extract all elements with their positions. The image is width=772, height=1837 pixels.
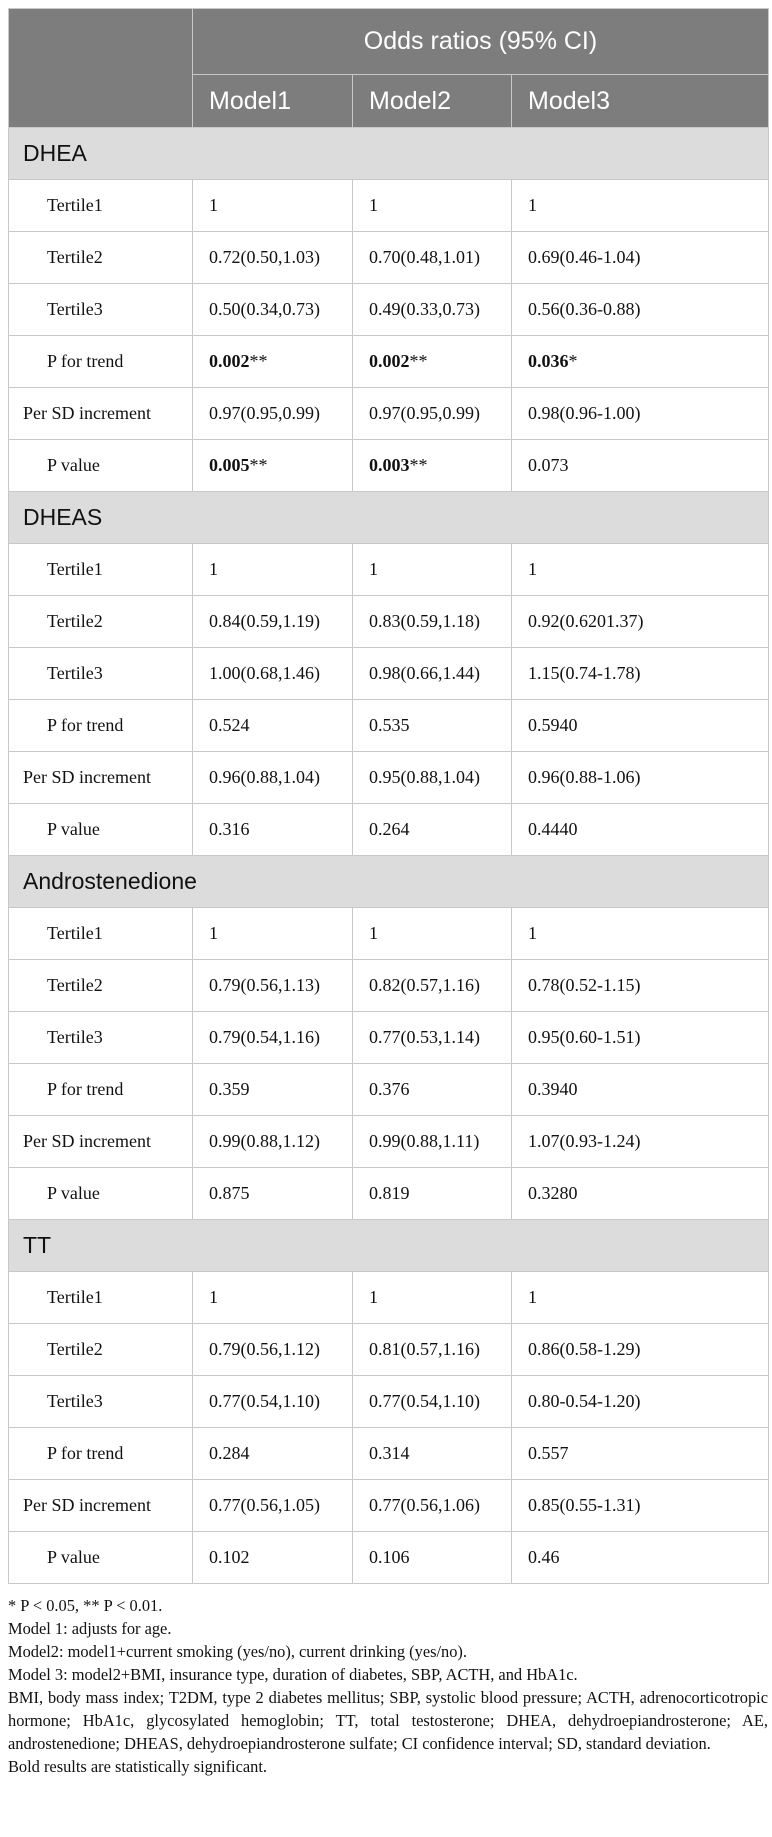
row-label: P for trend: [9, 336, 193, 388]
group-row: [9, 128, 769, 180]
cell-value: 0.99(0.88,1.12): [209, 1131, 320, 1151]
table-row: [9, 596, 769, 648]
cell-value: 0.77(0.53,1.14): [369, 1027, 480, 1047]
table-cell: [353, 180, 512, 232]
cell-value: 0.314: [369, 1443, 410, 1463]
cell-value: 0.77(0.54,1.10): [209, 1391, 320, 1411]
cell-value: 0.96(0.88,1.04): [209, 767, 320, 787]
cell-value: 1: [369, 559, 378, 579]
table-cell: [353, 1480, 512, 1532]
table-cell: [353, 596, 512, 648]
table-row: [9, 232, 769, 284]
row-label: Tertile2: [9, 232, 193, 284]
cell-value: 0.78(0.52-1.15): [528, 975, 641, 995]
table-cell: [353, 284, 512, 336]
cell-value: 1: [369, 923, 378, 943]
cell-value: 0.557: [528, 1443, 569, 1463]
cell-value: 0.376: [369, 1079, 410, 1099]
row-label: Tertile2: [9, 1324, 193, 1376]
table-cell: [193, 180, 353, 232]
significance-marker: **: [409, 351, 428, 371]
header-model1: Model1: [193, 75, 353, 128]
cell-value: 0.95(0.60-1.51): [528, 1027, 641, 1047]
table-cell: [193, 1532, 353, 1584]
cell-value: 0.84(0.59,1.19): [209, 611, 320, 631]
cell-value: 0.106: [369, 1547, 410, 1567]
row-label: Tertile2: [9, 960, 193, 1012]
table-cell: [512, 596, 769, 648]
cell-value: 0.77(0.56,1.05): [209, 1495, 320, 1515]
significant-value: 0.036: [528, 351, 569, 371]
table-cell: [193, 440, 353, 492]
table-cell: [193, 1272, 353, 1324]
group-label: TT: [9, 1220, 769, 1272]
table-cell: [512, 960, 769, 1012]
row-label: P for trend: [9, 700, 193, 752]
cell-value: 0.80-0.54-1.20): [528, 1391, 641, 1411]
cell-value: 0.97(0.95,0.99): [369, 403, 480, 423]
table-row: [9, 804, 769, 856]
table-row: [9, 752, 769, 804]
table-cell: [353, 1116, 512, 1168]
significance-marker: **: [409, 455, 428, 475]
row-label: Tertile3: [9, 648, 193, 700]
cell-value: 0.49(0.33,0.73): [369, 299, 480, 319]
cell-value: 0.50(0.34,0.73): [209, 299, 320, 319]
cell-value: 0.4440: [528, 819, 578, 839]
row-label: Tertile2: [9, 596, 193, 648]
row-label: Tertile1: [9, 1272, 193, 1324]
table-cell: [193, 1064, 353, 1116]
table-row: [9, 440, 769, 492]
table-cell: [353, 700, 512, 752]
cell-value: 0.875: [209, 1183, 250, 1203]
table-row: [9, 1064, 769, 1116]
table-row: [9, 700, 769, 752]
table-cell: [512, 544, 769, 596]
table-cell: [193, 284, 353, 336]
table-cell: [193, 1324, 353, 1376]
header-model3: Model3: [512, 75, 769, 128]
cell-value: 0.92(0.6201.37): [528, 611, 644, 631]
cell-value: 1: [369, 195, 378, 215]
table-cell: [353, 908, 512, 960]
table-cell: [193, 908, 353, 960]
cell-value: 1: [528, 1287, 537, 1307]
table-cell: [353, 232, 512, 284]
group-row: [9, 1220, 769, 1272]
table-cell: [512, 1116, 769, 1168]
table-cell: [193, 804, 353, 856]
significant-value: 0.005: [209, 455, 250, 475]
row-label: Per SD increment: [9, 1480, 193, 1532]
significant-value: 0.003: [369, 455, 410, 475]
row-label: P value: [9, 440, 193, 492]
table-cell: [193, 960, 353, 1012]
cell-value: 0.99(0.88,1.11): [369, 1131, 480, 1151]
cell-value: 0.46: [528, 1547, 560, 1567]
cell-value: 0.5940: [528, 715, 578, 735]
table-cell: [512, 336, 769, 388]
table-cell: [512, 804, 769, 856]
table-cell: [512, 1012, 769, 1064]
table-cell: [193, 1168, 353, 1220]
cell-value: 0.97(0.95,0.99): [209, 403, 320, 423]
row-label: P value: [9, 1532, 193, 1584]
table-row: [9, 1168, 769, 1220]
table-cell: [193, 1116, 353, 1168]
table-cell: [512, 1168, 769, 1220]
cell-value: 0.535: [369, 715, 410, 735]
table-cell: [193, 1376, 353, 1428]
cell-value: 0.69(0.46-1.04): [528, 247, 641, 267]
row-label: Tertile1: [9, 908, 193, 960]
table-cell: [512, 1532, 769, 1584]
table-cell: [512, 388, 769, 440]
table-cell: [353, 1428, 512, 1480]
group-row: [9, 492, 769, 544]
cell-value: 0.79(0.54,1.16): [209, 1027, 320, 1047]
table-cell: [193, 1480, 353, 1532]
footnote-line: * P < 0.05, ** P < 0.01.: [8, 1596, 163, 1615]
table-row: [9, 336, 769, 388]
table-body: [9, 128, 769, 1584]
table-cell: [512, 1064, 769, 1116]
cell-value: 1: [209, 559, 218, 579]
table-row: [9, 1428, 769, 1480]
group-label: DHEA: [9, 128, 769, 180]
cell-value: 0.98(0.66,1.44): [369, 663, 480, 683]
row-label: Tertile1: [9, 544, 193, 596]
table-cell: [193, 388, 353, 440]
cell-value: 0.3280: [528, 1183, 578, 1203]
table-row: [9, 1272, 769, 1324]
table-row: [9, 180, 769, 232]
cell-value: 1: [209, 1287, 218, 1307]
table-cell: [353, 1532, 512, 1584]
row-label: Tertile3: [9, 1376, 193, 1428]
group-row: [9, 856, 769, 908]
table-cell: [512, 1272, 769, 1324]
cell-value: 0.3940: [528, 1079, 578, 1099]
table-cell: [512, 752, 769, 804]
cell-value: 0.264: [369, 819, 410, 839]
table-cell: [193, 596, 353, 648]
row-label: P value: [9, 1168, 193, 1220]
cell-value: 0.95(0.88,1.04): [369, 767, 480, 787]
table-cell: [193, 336, 353, 388]
table-row: [9, 284, 769, 336]
cell-value: 0.81(0.57,1.16): [369, 1339, 480, 1359]
table-cell: [193, 544, 353, 596]
table-cell: [512, 1428, 769, 1480]
table-cell: [353, 1272, 512, 1324]
row-label: Per SD increment: [9, 1116, 193, 1168]
table-cell: [353, 440, 512, 492]
table-cell: [512, 648, 769, 700]
footnote-line: Model 3: model2+BMI, insurance type, duration of diabetes, SBP, ACTH, and HbA1c.: [8, 1665, 578, 1684]
table-cell: [353, 752, 512, 804]
cell-value: 1.15(0.74-1.78): [528, 663, 641, 683]
significant-value: 0.002: [369, 351, 410, 371]
table-cell: [193, 1428, 353, 1480]
row-label: Tertile3: [9, 1012, 193, 1064]
table-cell: [353, 1012, 512, 1064]
cell-value: 0.96(0.88-1.06): [528, 767, 641, 787]
cell-value: 1.00(0.68,1.46): [209, 663, 320, 683]
cell-value: 0.72(0.50,1.03): [209, 247, 320, 267]
table-row: [9, 1480, 769, 1532]
significant-value: 0.002: [209, 351, 250, 371]
cell-value: 1: [528, 923, 537, 943]
row-label: Per SD increment: [9, 752, 193, 804]
table-row: [9, 1324, 769, 1376]
cell-value: 0.79(0.56,1.13): [209, 975, 320, 995]
table-row: [9, 388, 769, 440]
table-cell: [353, 960, 512, 1012]
cell-value: 0.86(0.58-1.29): [528, 1339, 641, 1359]
header-super-title: Odds ratios (95% CI): [193, 9, 769, 75]
row-label: Tertile1: [9, 180, 193, 232]
cell-value: 0.77(0.56,1.06): [369, 1495, 480, 1515]
significance-marker: **: [249, 351, 268, 371]
table-cell: [353, 1064, 512, 1116]
cell-value: 1.07(0.93-1.24): [528, 1131, 641, 1151]
cell-value: 0.359: [209, 1079, 250, 1099]
table-row: [9, 908, 769, 960]
table-cell: [353, 1324, 512, 1376]
table-footnotes: [8, 1594, 768, 1778]
table-cell: [193, 700, 353, 752]
table-cell: [353, 648, 512, 700]
footnote-line: Model 1: adjusts for age.: [8, 1619, 172, 1638]
table-cell: [353, 804, 512, 856]
row-label: Per SD increment: [9, 388, 193, 440]
table-cell: [193, 1012, 353, 1064]
cell-value: 0.85(0.55-1.31): [528, 1495, 641, 1515]
table-cell: [512, 1376, 769, 1428]
table-cell: [512, 284, 769, 336]
header-row-top: [9, 9, 769, 75]
cell-value: 0.316: [209, 819, 250, 839]
table-row: [9, 648, 769, 700]
table-cell: [512, 1324, 769, 1376]
cell-value: 1: [528, 195, 537, 215]
cell-value: 0.98(0.96-1.00): [528, 403, 641, 423]
cell-value: 0.102: [209, 1547, 250, 1567]
table-cell: [512, 1480, 769, 1532]
cell-value: 0.284: [209, 1443, 250, 1463]
table-cell: [512, 440, 769, 492]
table-cell: [512, 180, 769, 232]
table-cell: [353, 336, 512, 388]
table-cell: [193, 752, 353, 804]
cell-value: 0.70(0.48,1.01): [369, 247, 480, 267]
cell-value: 1: [209, 195, 218, 215]
table-row: [9, 1116, 769, 1168]
table-row: [9, 1376, 769, 1428]
table-cell: [512, 232, 769, 284]
table-row: [9, 544, 769, 596]
cell-value: 1: [528, 559, 537, 579]
table-figure: [8, 8, 768, 1778]
cell-value: 0.79(0.56,1.12): [209, 1339, 320, 1359]
table-row: [9, 1532, 769, 1584]
cell-value: 0.073: [528, 455, 569, 475]
cell-value: 0.82(0.57,1.16): [369, 975, 480, 995]
table-cell: [353, 388, 512, 440]
table-cell: [193, 232, 353, 284]
table-row: [9, 960, 769, 1012]
table-cell: [353, 1376, 512, 1428]
odds-ratio-table: [8, 8, 769, 1584]
significance-marker: **: [249, 455, 268, 475]
cell-value: 0.524: [209, 715, 250, 735]
row-label: P for trend: [9, 1428, 193, 1480]
table-cell: [512, 700, 769, 752]
footnote-line: Model2: model1+current smoking (yes/no), current drinking (yes/no).: [8, 1642, 467, 1661]
cell-value: 0.56(0.36-0.88): [528, 299, 641, 319]
row-label: P for trend: [9, 1064, 193, 1116]
cell-value: 0.77(0.54,1.10): [369, 1391, 480, 1411]
group-label: Androstenedione: [9, 856, 769, 908]
cell-value: 0.819: [369, 1183, 410, 1203]
header-model2: Model2: [353, 75, 512, 128]
cell-value: 0.83(0.59,1.18): [369, 611, 480, 631]
footnote-line: Bold results are statistically significant.: [8, 1757, 268, 1776]
row-label: Tertile3: [9, 284, 193, 336]
footnote-line: BMI, body mass index; T2DM, type 2 diabetes mellitus; SBP, systolic blood pressure; ACTH, adrenocorticotropic hormone; HbA1c, glycosylated hemoglobin; TT, total testosterone; DHEA, dehydroepiandrosterone; AE, androstenedione; DHEAS, dehydroepiandrosterone sulfate; CI confidence interval; SD, standard deviation.: [8, 1688, 768, 1753]
table-cell: [512, 908, 769, 960]
cell-value: 1: [369, 1287, 378, 1307]
table-row: [9, 1012, 769, 1064]
significance-marker: *: [568, 351, 578, 371]
table-cell: [193, 648, 353, 700]
cell-value: 1: [209, 923, 218, 943]
table-cell: [353, 1168, 512, 1220]
row-label: P value: [9, 804, 193, 856]
header-empty-cell: [9, 9, 193, 128]
group-label: DHEAS: [9, 492, 769, 544]
table-cell: [353, 544, 512, 596]
